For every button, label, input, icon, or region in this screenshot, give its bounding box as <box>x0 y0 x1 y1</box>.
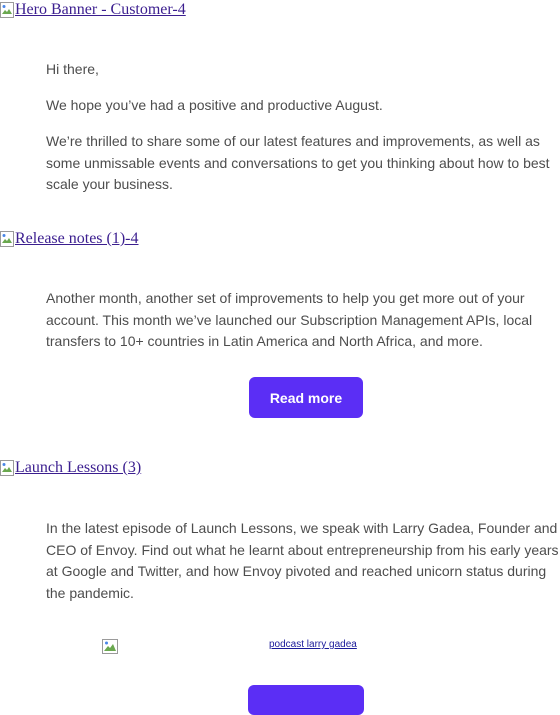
broken-image-icon <box>0 2 14 18</box>
intro-line-2: We’re thrilled to share some of our latest features and improvements, as well as some unmissable events and conversations to get you thinking about how to best scale your business. <box>46 133 550 192</box>
launch-lessons-image[interactable] <box>0 458 141 478</box>
release-notes-image[interactable] <box>0 229 139 249</box>
release-notes-text: Another month, another set of improvements to help you get more out of your account. This month we’ve launched our Subscription Management APIs, local transfers to 10+ countries in Latin America and North Africa, and more. <box>46 290 533 349</box>
launch-lessons-text: In the latest episode of Launch Lessons, we speak with Larry Gadea, Founder and CEO of Envoy. Find out what he learnt about entrepreneurship from his early years at Google and Twitter, and how Envoy pivoted and reached unicorn status during the pandemic. <box>46 520 559 601</box>
podcast-image-alt-text[interactable]: podcast larry gadea <box>269 639 357 650</box>
broken-image-icon <box>0 231 14 247</box>
launch-lessons-alt-text: Launch Lessons (3) <box>15 459 142 476</box>
release-notes-alt-text: Release notes (1)-4 <box>15 230 139 247</box>
read-more-button[interactable]: Read more <box>249 377 363 418</box>
intro-line-1: We hope you’ve had a positive and productive August. <box>46 97 383 113</box>
broken-image-icon <box>0 460 14 476</box>
hero-banner-alt-text: Hero Banner - Customer-4 <box>15 1 186 18</box>
listen-button[interactable] <box>248 685 364 715</box>
hero-banner-image[interactable] <box>0 0 186 20</box>
greeting-text: Hi there, <box>46 61 99 77</box>
podcast-broken-image-icon <box>102 639 120 655</box>
